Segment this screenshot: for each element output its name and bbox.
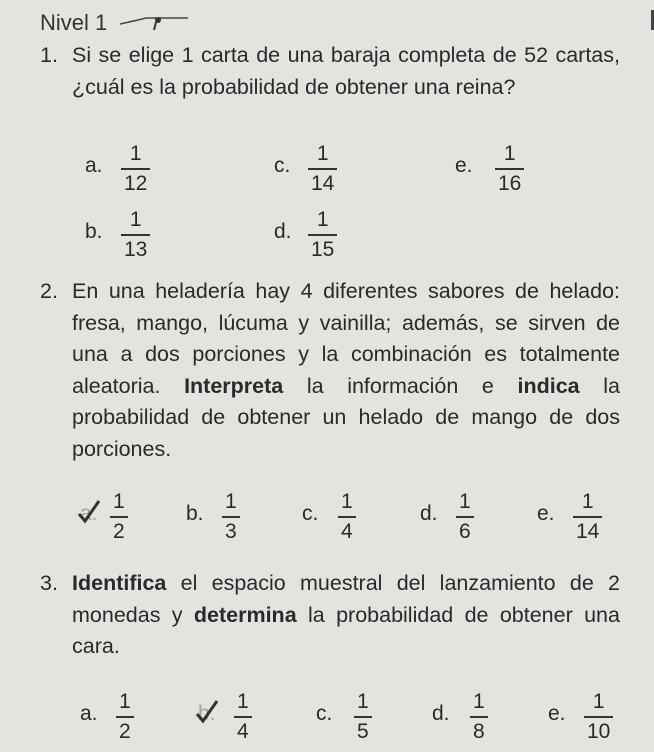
numerator: 1 bbox=[581, 490, 594, 513]
fraction bbox=[456, 490, 474, 544]
fraction bbox=[222, 490, 240, 544]
fraction bbox=[110, 490, 128, 544]
denominator: 13 bbox=[124, 237, 148, 261]
level-title-text: Nivel 1 bbox=[40, 10, 108, 35]
option-letter: e. bbox=[548, 702, 566, 725]
denominator: 2 bbox=[119, 719, 131, 743]
numerator: 1 bbox=[341, 490, 353, 513]
option-letter: b. bbox=[85, 220, 103, 243]
numerator: 1 bbox=[316, 208, 329, 231]
denominator: 12 bbox=[124, 171, 148, 195]
fraction bbox=[308, 142, 337, 196]
fraction bbox=[584, 690, 613, 744]
denominator: 14 bbox=[311, 171, 335, 195]
option-letter: d. bbox=[420, 502, 438, 525]
denominator: 14 bbox=[576, 519, 600, 543]
question-number: 3. bbox=[40, 571, 58, 595]
numerator: 1 bbox=[503, 142, 516, 165]
denominator: 4 bbox=[237, 719, 249, 743]
fraction bbox=[354, 690, 372, 744]
numerator: 1 bbox=[592, 690, 605, 713]
option-letter: e. bbox=[537, 502, 555, 525]
fraction bbox=[308, 208, 337, 262]
denominator: 10 bbox=[587, 719, 611, 743]
option-letter: b. bbox=[186, 502, 204, 525]
numerator: 1 bbox=[225, 490, 237, 513]
denominator: 2 bbox=[113, 519, 125, 543]
denominator: 6 bbox=[459, 519, 471, 543]
option-letter: a. bbox=[80, 702, 98, 725]
denominator: 15 bbox=[311, 237, 335, 261]
option-letter: d. bbox=[432, 702, 450, 725]
question-text: En una heladería hay 4 diferentes sabores de helado: fresa, mango, lúcuma y vainilla; además, se sirven de una a dos porciones y la combinación es totalmente aleatoria. Interpreta la información e indica la probabilidad de obtener un helado de mango de dos porciones. bbox=[72, 279, 621, 461]
question-1 bbox=[40, 40, 620, 103]
numerator: 1 bbox=[459, 490, 471, 513]
option-letter: a. bbox=[85, 154, 103, 177]
fraction bbox=[116, 690, 134, 744]
pen-mark-icon bbox=[118, 14, 188, 34]
fraction bbox=[573, 490, 602, 544]
option-letter: e. bbox=[455, 154, 473, 177]
option-letter: c. bbox=[302, 502, 319, 525]
numerator: 1 bbox=[473, 690, 485, 713]
fraction bbox=[338, 490, 356, 544]
option-letter: c. bbox=[316, 702, 333, 725]
denominator: 3 bbox=[225, 519, 237, 543]
question-2 bbox=[40, 276, 620, 465]
question-number: 1. bbox=[40, 43, 58, 67]
denominator: 8 bbox=[473, 719, 485, 743]
numerator: 1 bbox=[237, 690, 249, 713]
option-letter: d. bbox=[274, 220, 292, 243]
question-3 bbox=[40, 568, 620, 663]
numerator: 1 bbox=[316, 142, 329, 165]
option-letter: b. bbox=[198, 702, 216, 725]
numerator: 1 bbox=[113, 490, 125, 513]
numerator: 1 bbox=[129, 142, 142, 165]
fraction bbox=[234, 690, 252, 744]
numerator: 1 bbox=[357, 690, 369, 713]
fraction bbox=[121, 142, 150, 196]
numerator: 1 bbox=[129, 208, 142, 231]
fraction bbox=[121, 208, 150, 262]
numerator: 1 bbox=[119, 690, 131, 713]
denominator: 5 bbox=[357, 719, 369, 743]
option-letter: c. bbox=[274, 154, 291, 177]
denominator: 16 bbox=[498, 171, 522, 195]
question-number: 2. bbox=[40, 279, 58, 303]
question-text: Si se elige 1 carta de una baraja completa de 52 cartas, ¿cuál es la probabilidad de obtener una reina? bbox=[72, 43, 620, 99]
denominator: 4 bbox=[341, 519, 353, 543]
option-letter: a. bbox=[80, 502, 98, 525]
fraction bbox=[470, 690, 488, 744]
fraction bbox=[495, 142, 524, 196]
level-title bbox=[40, 10, 107, 36]
question-text: Identifica el espacio muestral del lanzamiento de 2 monedas y determina la probabilidad de obtener una cara. bbox=[72, 571, 620, 658]
